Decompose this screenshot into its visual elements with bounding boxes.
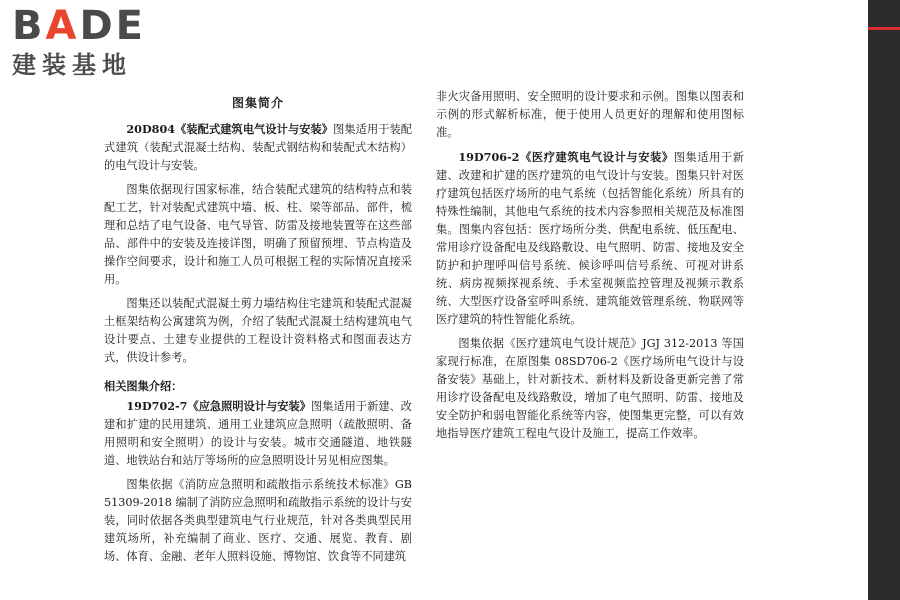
left-column xyxy=(104,90,412,572)
logo-wordmark: BADE xyxy=(12,3,146,49)
medical-paragraph-1: 19D706-2《医疗建筑电气设计与安装》图集适用于新建、改建和扩建的医疗建筑的电气设计与安装。图集只针对医疗建筑包括医疗场所的电气系统（包括智能化系统）所具有的特殊性编制，其他电气系统的技术内容参照相关规范及标准图集。图集内容包括：医疗场所分类、供配电系统、低压配电、常用诊疗设备配电及线路敷设、电气照明、防雷、接地及安全防护和护理呼叫信号系统、候诊呼叫信号系统、可视对讲系统、病房视频探视系统、手术室视频监控管理及视频示教系统、大型医疗设备室呼叫系统、建筑能效管理系统、物联网等医疗建筑的特性智能化系统。 xyxy=(436,150,744,326)
logo-accent-letter: A xyxy=(45,3,80,49)
side-bar xyxy=(868,0,900,600)
basis-paragraph: 图集依据现行国家标准，结合装配式建筑的结构特点和装配工艺，针对装配式建筑中墙、板、柱、梁等部品、部件，梳理和总结了电气设备、电气导管、防雷及接地装置等在这些部品、部件中的安装及连接详图，明确了预留预埋、节点构造及操作空间要求，设计和施工人员可根据工程的实际情况直接采用。 xyxy=(104,183,412,286)
related-paragraph-1: 19D702-7《应急照明设计与安装》图集适用于新建、改建和扩建的民用建筑、通用工业建筑应急照明（疏散照明、备用照明和安全照明）的设计与安装。城市交通隧道、地铁隧道、地铁站台和站厅等场所的应急照明设计另见相应图集。 xyxy=(104,399,412,467)
example-paragraph: 图集还以装配式混凝土剪力墙结构住宅建筑和装配式混凝土框架结构公寓建筑为例，介绍了装配式混凝土结构建筑电气设计要点、土建专业提供的工程设计资料格式和图面表达方式，供设计参考。 xyxy=(104,297,412,364)
intro-paragraph: 20D804《装配式建筑电气设计与安装》图集适用于装配式建筑（装配式混凝土结构、装配式钢结构和装配式木结构）的电气设计与安装。 xyxy=(104,122,412,172)
right-column xyxy=(436,88,744,449)
brand-logo xyxy=(12,3,182,80)
atlas-code-20D804: 20D804《装配式建筑电气设计与安装》 xyxy=(126,122,334,136)
page-title: 图集简介 xyxy=(231,96,284,110)
related-paragraph-2: 图集依据《消防应急照明和疏散指示系统技术标准》GB 51309-2018 编制了消防应急照明和疏散指示系统的设计与安装，同时依据各类典型建筑电气行业规范，针对各类典型民用建筑场所，补充编制了商业、医疗、交通、展览、教育、剧场、体育、金融、老年人照料设施、博物馆、饮食等不同建筑 xyxy=(104,478,412,563)
atlas-code-19D702-7: 19D702-7《应急照明设计与安装》 xyxy=(126,399,311,413)
related-heading: 相关图集介绍： xyxy=(104,379,183,393)
continued-paragraph: 非火灾备用照明、安全照明的设计要求和示例。图集以图表和示例的形式解析标准，便于使用人员更好的理解和使用图标准。 xyxy=(436,90,744,139)
logo-subtitle: 建装基地 xyxy=(12,51,132,79)
medical-paragraph-2: 图集依据《医疗建筑电气设计规范》JGJ 312-2013 等国家现行标准，在原图集 08SD706-2《医疗场所电气设计与设备安装》基础上，针对新技术、新材料及新设备更新完善了常用诊疗设备配电及线路敷设，增加了电气照明、防雷、接地及安全防护和弱电智能化系统等内容，使图集更完整，可以有效地指导医疗建筑工程电气设计及施工，提高工作效率。 xyxy=(436,337,744,440)
side-bar-accent xyxy=(868,27,900,30)
atlas-code-19D706-2: 19D706-2《医疗建筑电气设计与安装》 xyxy=(458,150,674,164)
